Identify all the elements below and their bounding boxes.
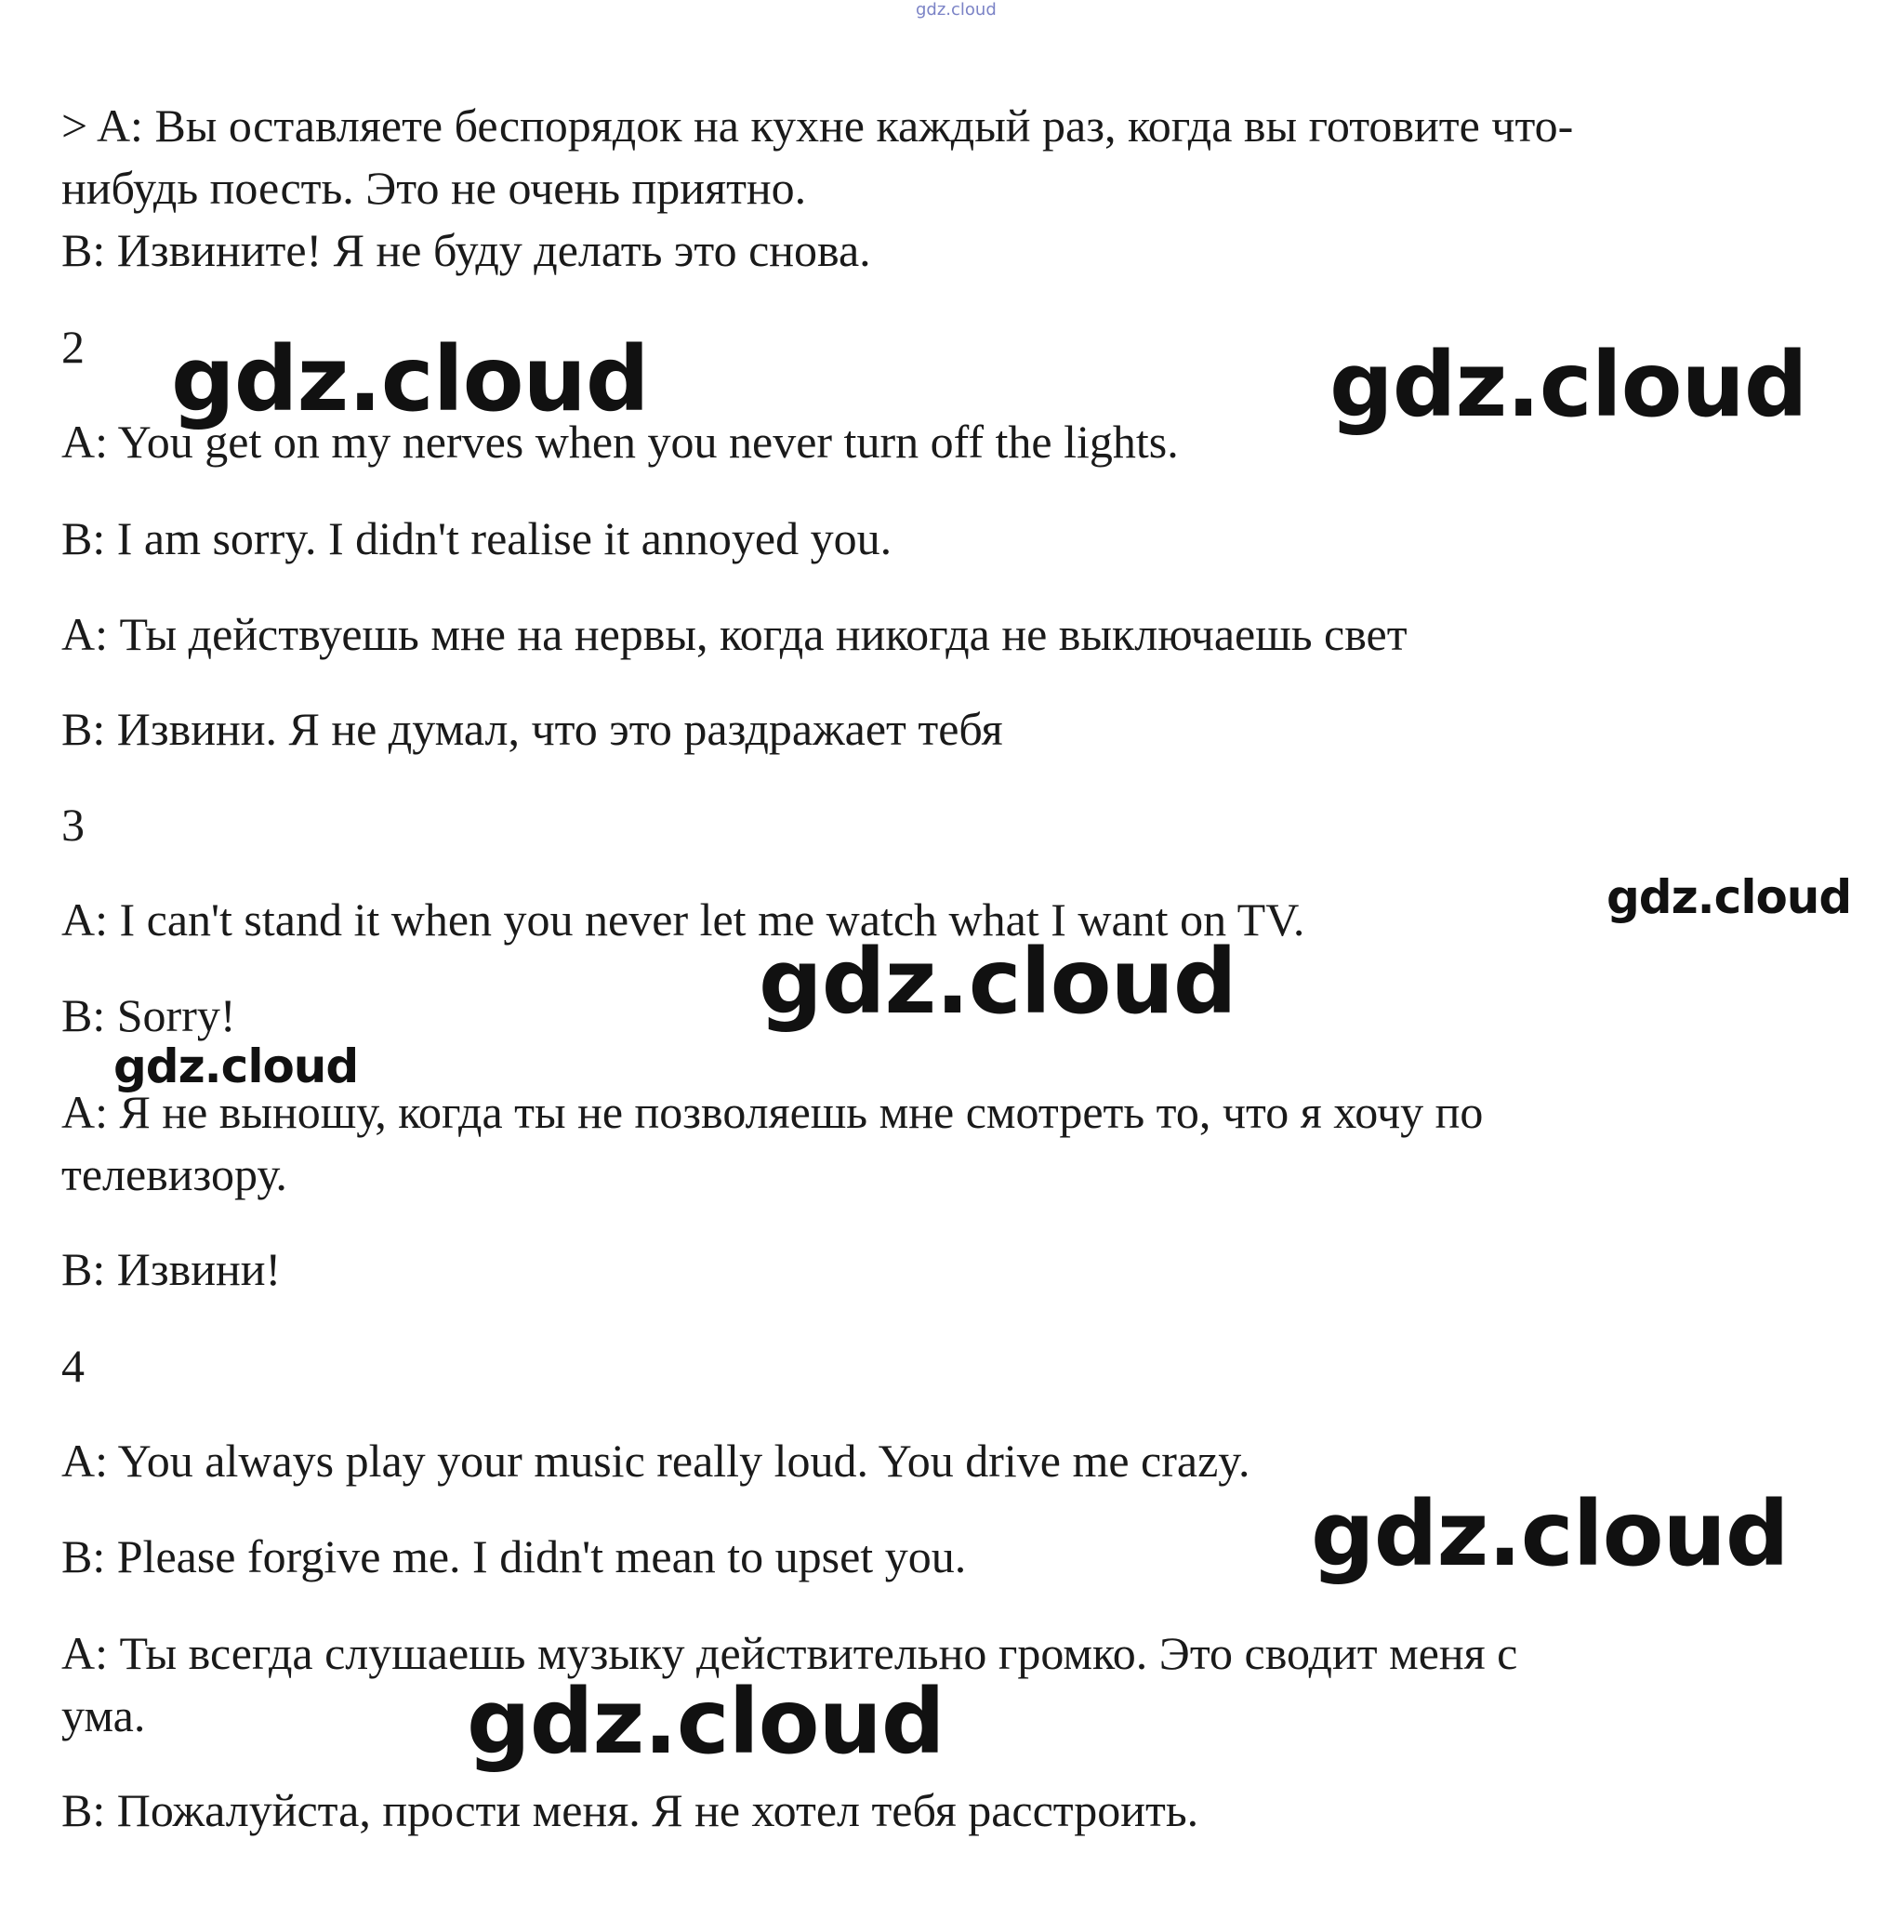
watermark: gdz.cloud [1311, 1482, 1789, 1586]
dialogue-line: B: Извини. Я не думал, что это раздражает тебя [61, 703, 1003, 755]
watermark: gdz.cloud [171, 327, 649, 431]
dialogue-line: B: Sorry! [61, 989, 236, 1041]
dialogue-line: ума. [61, 1689, 146, 1741]
dialogue-line: A: Ты действуешь мне на нервы, когда никогда не выключаешь свет [61, 608, 1408, 660]
dialogue-line: A: Я не выношу, когда ты не позволяешь мне смотреть то, что я хочу по [61, 1086, 1484, 1138]
dialogue-line: B: I am sorry. I didn't realise it annoyed you. [61, 512, 892, 564]
dialogue-line: B: Извините! Я не буду делать это снова. [61, 224, 871, 276]
dialogue-line: > A: Вы оставляете беспорядок на кухне каждый раз, когда вы готовите что- [61, 99, 1574, 152]
dialogue-line: B: Извини! [61, 1243, 282, 1295]
dialogue-line: нибудь поесть. Это не очень приятно. [61, 162, 807, 214]
section-number: 3 [61, 799, 85, 851]
watermark: gdz.cloud [1329, 333, 1807, 437]
watermark: gdz.cloud [467, 1670, 945, 1774]
section-number: 4 [61, 1340, 85, 1392]
dialogue-line: A: You get on my nerves when you never turn off the lights. [61, 416, 1179, 468]
dialogue-line: B: Please forgive me. I didn't mean to upset you. [61, 1530, 967, 1582]
watermark: gdz.cloud [113, 1039, 359, 1093]
watermark: gdz.cloud [1606, 870, 1852, 924]
dialogue-line: B: Пожалуйста, прости меня. Я не хотел тебя расстроить. [61, 1784, 1199, 1836]
dialogue-line: телевизору. [61, 1148, 287, 1200]
watermark: gdz.cloud [759, 930, 1236, 1034]
section-number: 2 [61, 321, 85, 373]
top-watermark: gdz.cloud [916, 0, 997, 20]
dialogue-line: A: I can't stand it when you never let me watch what I want on TV. [61, 893, 1305, 946]
dialogue-line: A: You always play your music really loud. You drive me crazy. [61, 1435, 1250, 1487]
dialogue-line: A: Ты всегда слушаешь музыку действительно громко. Это сводит меня с [61, 1627, 1518, 1679]
